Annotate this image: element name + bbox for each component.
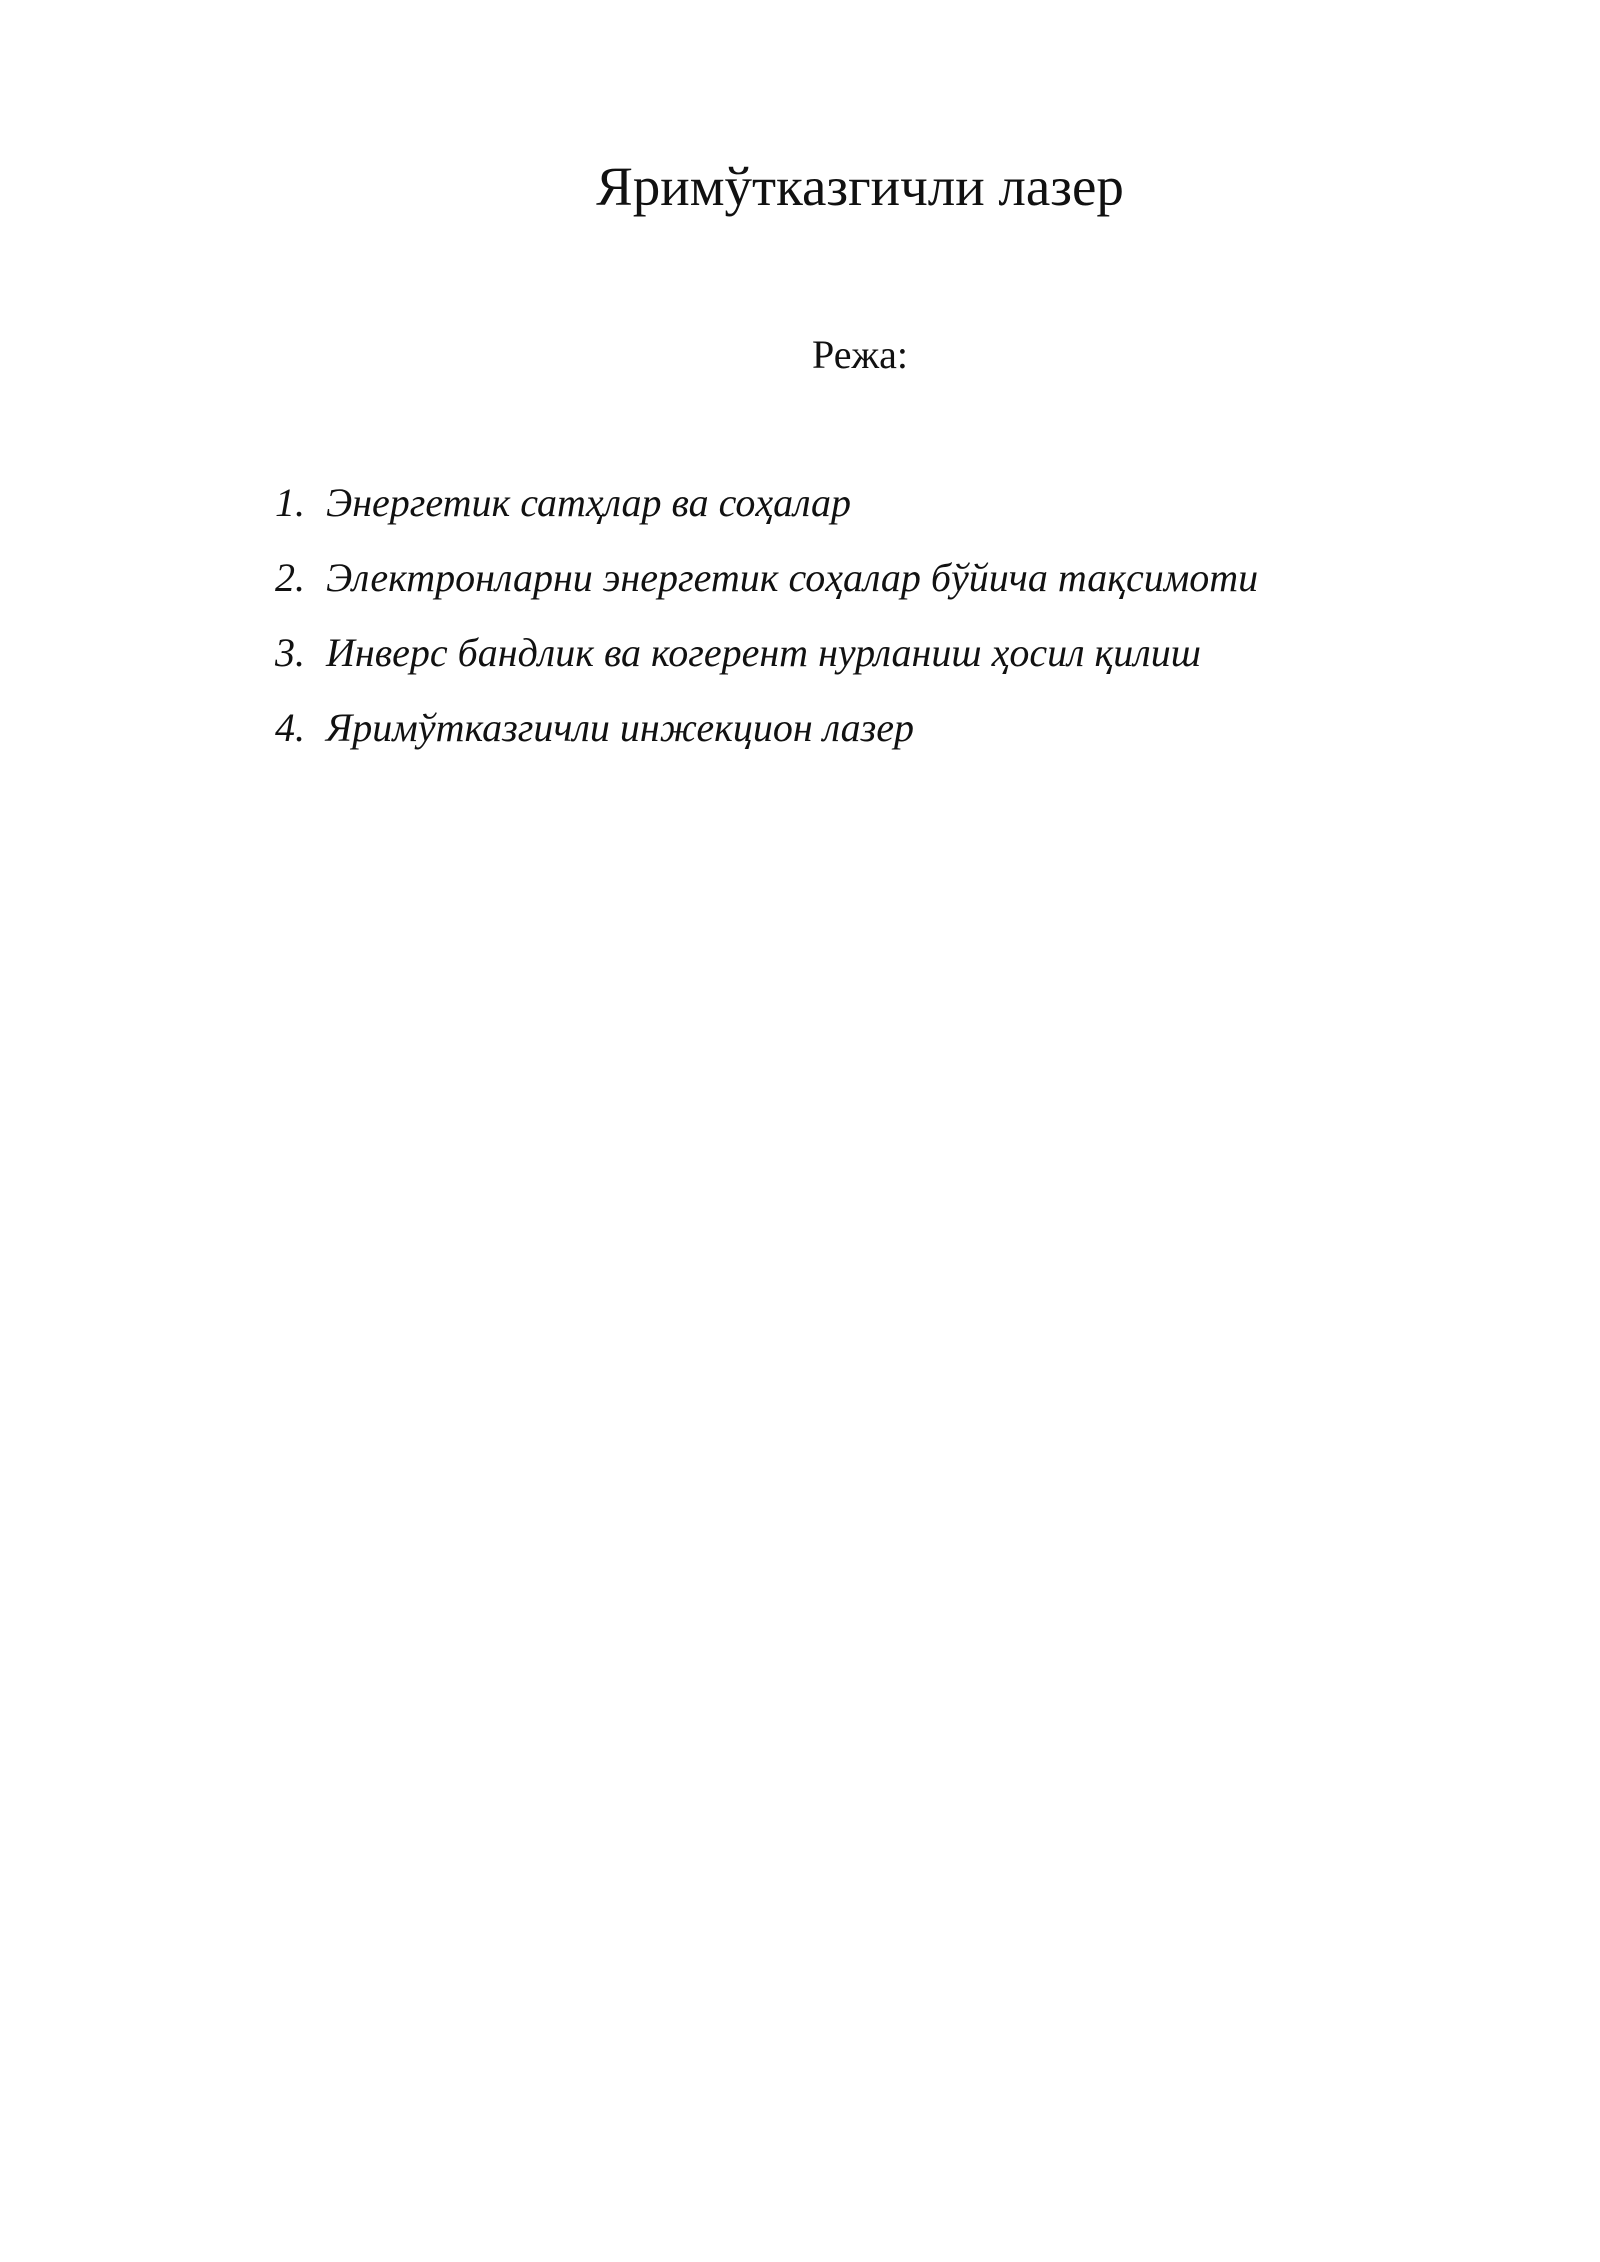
list-item-text: Инверс бандлик ва когерент нурланиш ҳосил қилиш <box>326 630 1201 675</box>
list-item-number: 2. <box>275 555 305 600</box>
list-item-number: 1. <box>275 480 305 525</box>
list-item <box>275 703 1258 778</box>
list-item <box>275 553 1258 628</box>
document-title: Яримўтказгичли лазер <box>596 156 1124 217</box>
plan-list <box>275 478 1258 778</box>
list-item-number: 4. <box>275 705 305 750</box>
plan-heading: Режа: <box>812 332 908 377</box>
list-item-text: Яримўтказгичли инжекцион лазер <box>326 705 915 750</box>
list-item-text: Энергетик сатҳлар ва соҳалар <box>326 480 852 525</box>
list-item <box>275 478 1258 553</box>
list-item-number: 3. <box>275 630 305 675</box>
list-item-text: Электронларни энергетик соҳалар бўйича тақсимоти <box>326 555 1259 600</box>
list-item <box>275 628 1258 703</box>
